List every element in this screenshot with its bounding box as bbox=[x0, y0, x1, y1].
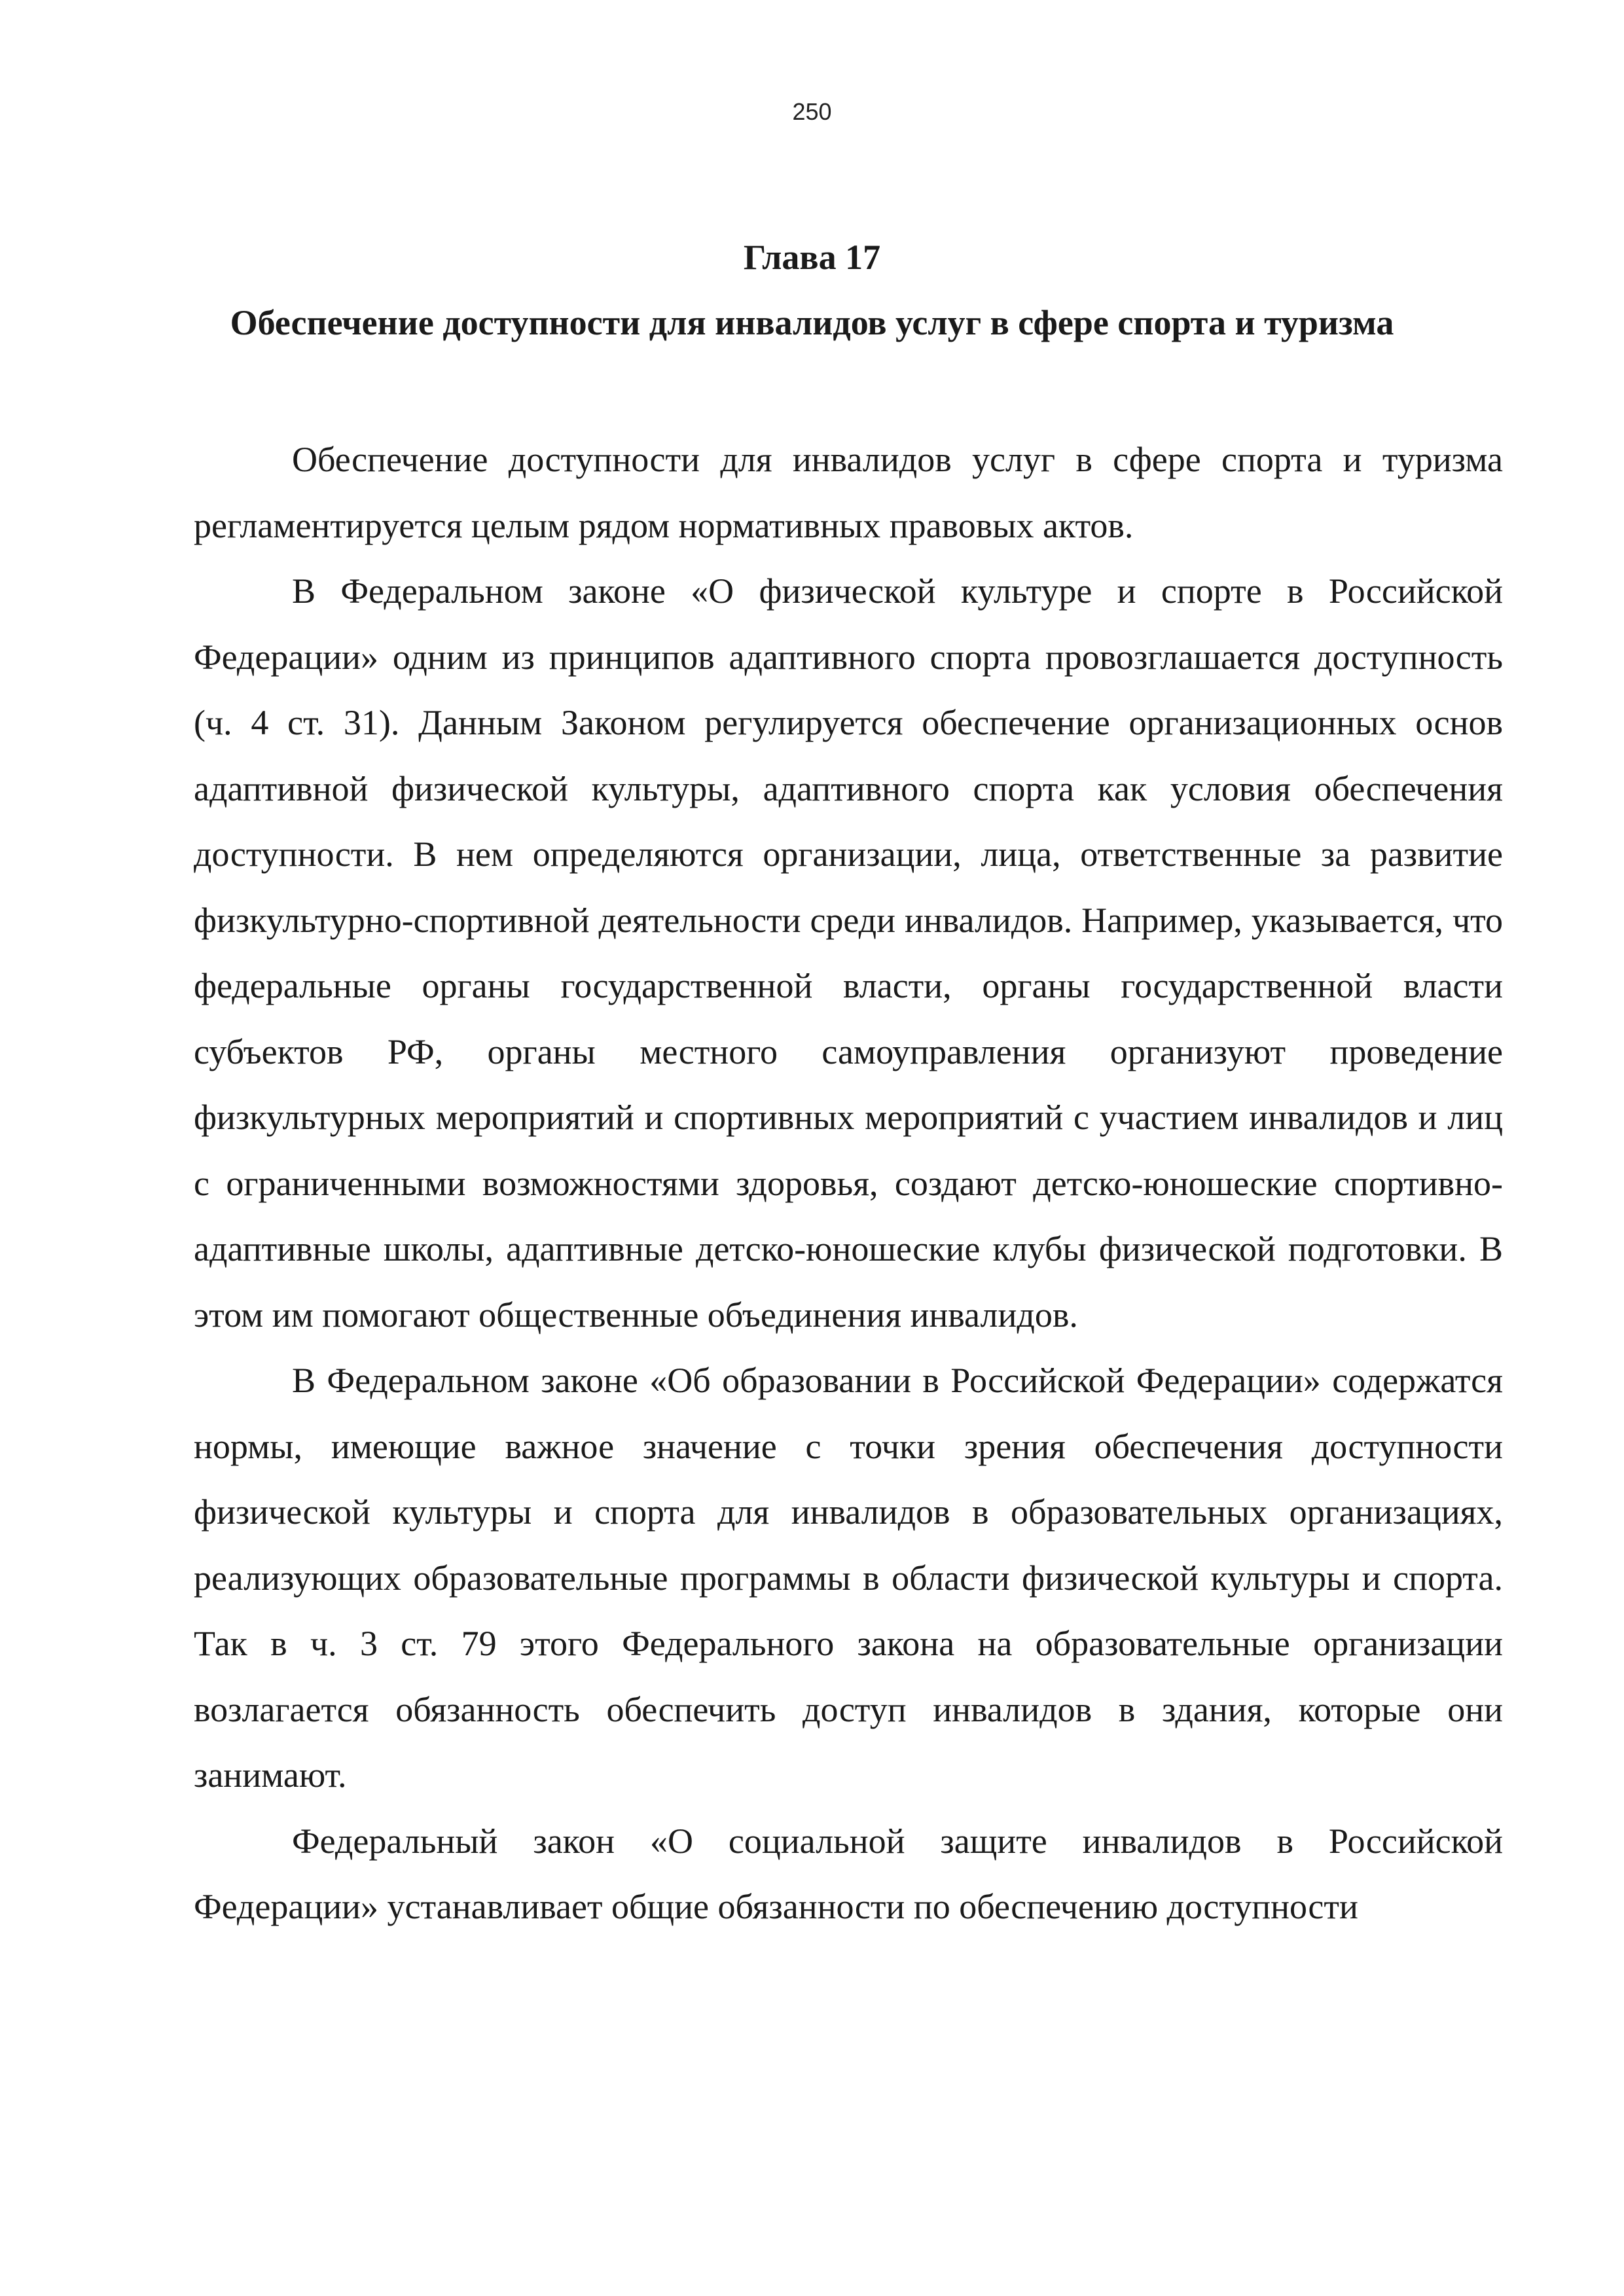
body-text bbox=[194, 427, 1503, 1940]
paragraph-intro: Обеспечение доступности для инвалидов услуг в сфере спорта и туризма регламентируется целым рядом нормативных правовых актов. bbox=[194, 440, 1503, 545]
page-number: 250 bbox=[792, 98, 832, 125]
paragraph-social-protection-law: Федеральный закон «О социальной защите инвалидов в Российской Федерации» устанавливает общие обязанности по обеспечению доступности bbox=[194, 1821, 1503, 1926]
paragraph-education-law: В Федеральном законе «Об образовании в Российской Федерации» содержатся нормы, имеющие важное значение с точки зрения обеспечения доступности физической культуры и спорта для инвалидов в образовательных организациях, реализующих образовательные программы в области физической культуры и спорта. Так в ч. 3 ст. 79 этого Федерального закона на образовательные организации возлагается обязанность обеспечить доступ инвалидов в здания, которые они занимают. bbox=[194, 1361, 1503, 1795]
chapter-title: Обеспечение доступности для инвалидов услуг в сфере спорта и туризма bbox=[230, 303, 1394, 342]
chapter-number: Глава 17 bbox=[743, 238, 881, 277]
paragraph-sport-law: В Федеральном законе «О физической культуре и спорте в Российской Федерации» одним из принципов адаптивного спорта провозглашается доступность (ч. 4 ст. 31). Данным Законом регулируется обеспечение организационных основ адаптивной физической культуры, адаптивного спорта как условия обеспечения доступности. В нем определяются организации, лица, ответственные за развитие физкультурно-спортивной деятельности среди инвалидов. Например, указывается, что федеральные органы государственной власти, органы государственной власти субъектов РФ, органы местного самоуправления организуют проведение физкультурных мероприятий и спортивных мероприятий с участием инвалидов и лиц с ограниченными возможностями здоровья, создают детско-юношеские спортивно-адаптивные школы, адаптивные детско-юношеские клубы физической подготовки. В этом им помогают общественные объединения инвалидов. bbox=[194, 571, 1503, 1335]
